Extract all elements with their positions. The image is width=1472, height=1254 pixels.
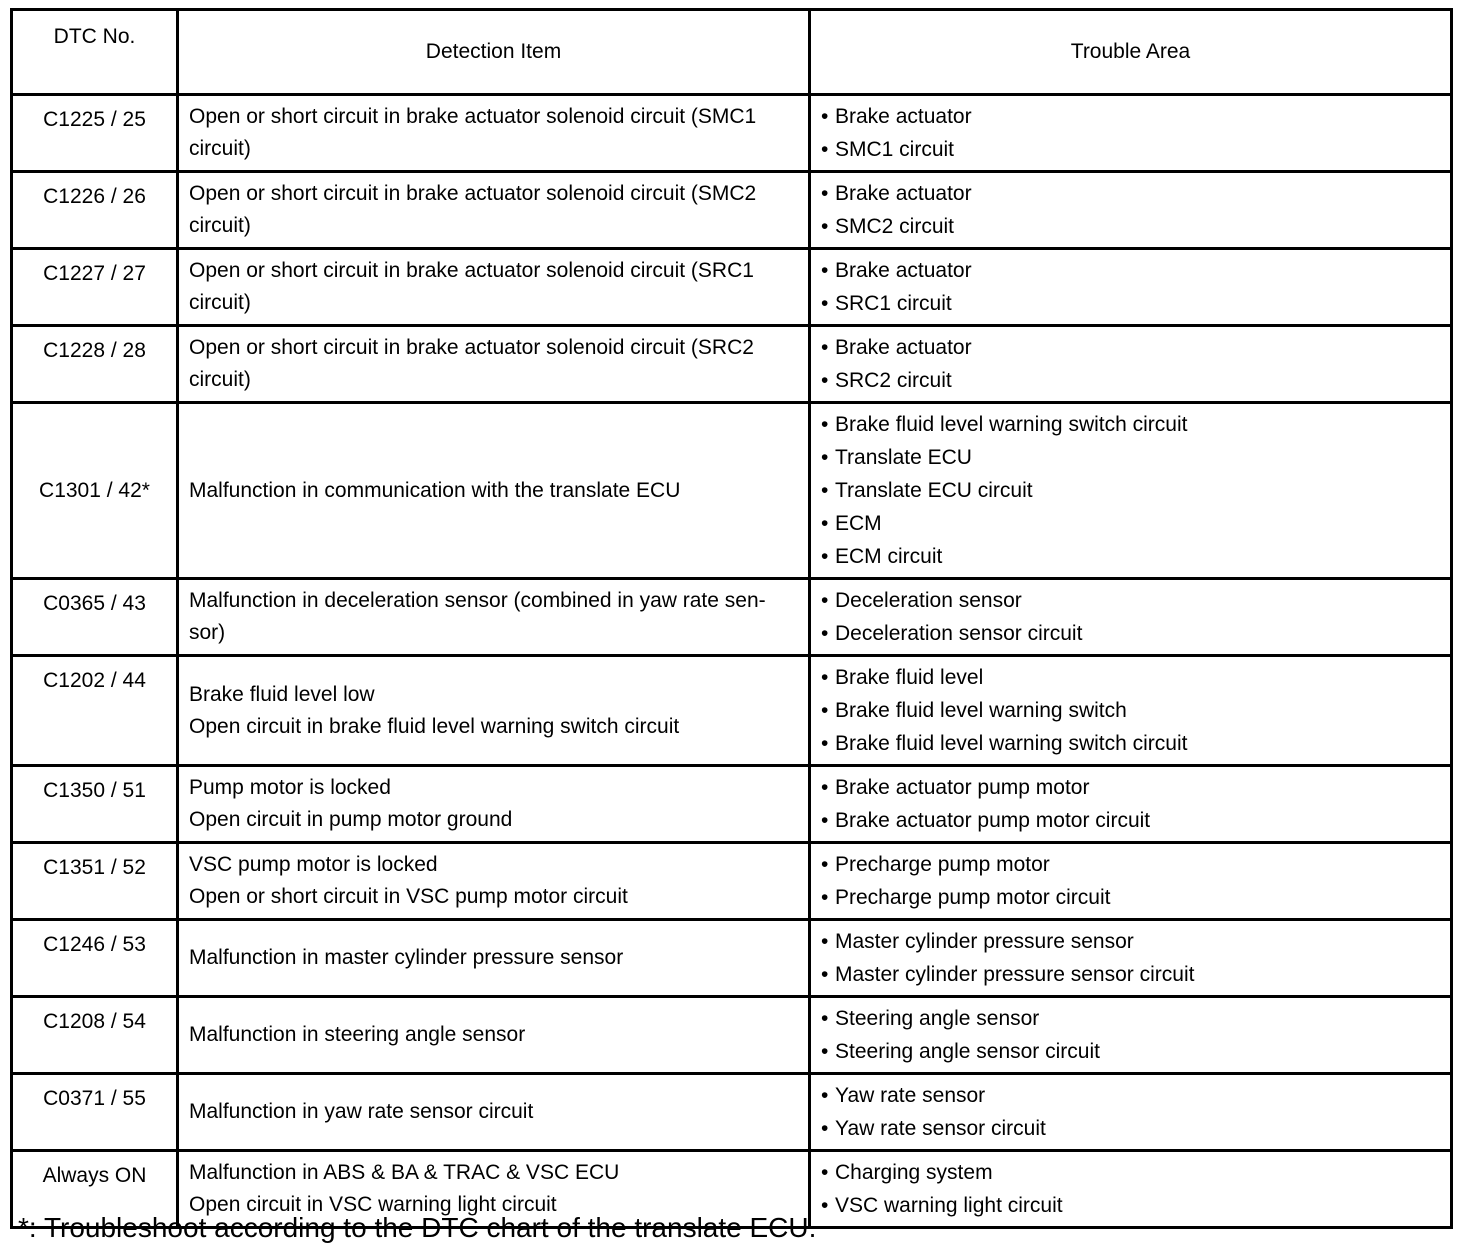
dtc-number: C1227 / 27 bbox=[12, 249, 178, 326]
trouble-area-item: • Master cylinder pressure sensor circuit bbox=[821, 958, 1444, 991]
detection-line: Malfunction in master cylinder pressure sensor bbox=[189, 946, 624, 969]
trouble-area-item: • Yaw rate sensor circuit bbox=[821, 1112, 1444, 1145]
trouble-area bbox=[810, 579, 1452, 656]
detection-line: Open or short circuit in brake actuator solenoid circuit (SRC1 circuit) bbox=[189, 259, 754, 314]
table-row bbox=[12, 1074, 1452, 1151]
dtc-table bbox=[10, 8, 1453, 1229]
table-row bbox=[12, 843, 1452, 920]
trouble-area bbox=[810, 656, 1452, 766]
trouble-area bbox=[810, 403, 1452, 579]
trouble-area-item: • Brake fluid level warning switch circuit bbox=[821, 408, 1444, 441]
table-row bbox=[12, 766, 1452, 843]
trouble-area-item: • Brake fluid level warning switch circuit bbox=[821, 727, 1444, 760]
trouble-area-list bbox=[821, 1156, 1444, 1222]
trouble-area-item: • Deceleration sensor bbox=[821, 584, 1444, 617]
trouble-area-item: • VSC warning light circuit bbox=[821, 1189, 1444, 1222]
detection-line: Brake fluid level low bbox=[189, 682, 375, 706]
trouble-area bbox=[810, 766, 1452, 843]
detection-item bbox=[178, 997, 810, 1074]
trouble-area-item: • Precharge pump motor bbox=[821, 848, 1444, 881]
table-row bbox=[12, 579, 1452, 656]
detection-line: Malfunction in ABS & BA & TRAC & VSC ECU bbox=[189, 1161, 620, 1184]
trouble-area-list bbox=[821, 584, 1444, 650]
table-body bbox=[12, 95, 1452, 1228]
trouble-area-list bbox=[821, 331, 1444, 397]
dtc-number: C1350 / 51 bbox=[12, 766, 178, 843]
trouble-area-list bbox=[821, 177, 1444, 243]
trouble-area-item: • SRC2 circuit bbox=[821, 364, 1444, 397]
detection-line: Open or short circuit in brake actuator solenoid circuit (SMC2 circuit) bbox=[189, 182, 757, 237]
trouble-area bbox=[810, 1151, 1452, 1228]
detection-item bbox=[178, 326, 810, 403]
detection-line: Open or short circuit in brake actuator solenoid circuit (SRC2 circuit) bbox=[189, 336, 754, 391]
table-row bbox=[12, 997, 1452, 1074]
trouble-area-list bbox=[821, 254, 1444, 320]
detection-item bbox=[178, 843, 810, 920]
detection-line: Malfunction in yaw rate sensor circuit bbox=[189, 1100, 534, 1123]
detection-item bbox=[178, 1074, 810, 1151]
footnote: *: Troubleshoot according to the DTC chart of the translate ECU. bbox=[18, 1212, 817, 1243]
trouble-area bbox=[810, 172, 1452, 249]
detection-line: Open circuit in pump motor ground bbox=[189, 808, 513, 831]
trouble-area-item: • Steering angle sensor bbox=[821, 1002, 1444, 1035]
trouble-area-list bbox=[821, 1002, 1444, 1068]
trouble-area bbox=[810, 249, 1452, 326]
dtc-number: C0371 / 55 bbox=[12, 1074, 178, 1151]
dtc-number: C1351 / 52 bbox=[12, 843, 178, 920]
dtc-number: C1301 / 42* bbox=[12, 403, 178, 579]
header-trouble-area: Trouble Area bbox=[810, 10, 1452, 95]
trouble-area-list bbox=[821, 100, 1444, 166]
table-row bbox=[12, 326, 1452, 403]
trouble-area bbox=[810, 95, 1452, 172]
dtc-number: C1208 / 54 bbox=[12, 997, 178, 1074]
dtc-number: C1228 / 28 bbox=[12, 326, 178, 403]
table-row bbox=[12, 920, 1452, 997]
detection-line: Open or short circuit in brake actuator solenoid circuit (SMC1 circuit) bbox=[189, 105, 757, 160]
trouble-area-list bbox=[821, 848, 1444, 914]
detection-line: Malfunction in deceleration sensor (combined in yaw rate sen-sor) bbox=[189, 589, 766, 644]
detection-item bbox=[178, 172, 810, 249]
detection-item bbox=[178, 766, 810, 843]
trouble-area-item: • Brake actuator pump motor bbox=[821, 771, 1444, 804]
trouble-area-item: • Charging system bbox=[821, 1156, 1444, 1189]
detection-line: Open circuit in VSC warning light circuit bbox=[189, 1193, 557, 1216]
detection-line: Malfunction in steering angle sensor bbox=[189, 1023, 526, 1046]
trouble-area-item: • Brake actuator bbox=[821, 254, 1444, 287]
trouble-area bbox=[810, 843, 1452, 920]
detection-line: VSC pump motor is locked bbox=[189, 853, 438, 876]
trouble-area-item: • ECM circuit bbox=[821, 540, 1444, 573]
trouble-area-item: • Master cylinder pressure sensor bbox=[821, 925, 1444, 958]
trouble-area bbox=[810, 997, 1452, 1074]
trouble-area-item: • Brake actuator bbox=[821, 331, 1444, 364]
dtc-number: C1225 / 25 bbox=[12, 95, 178, 172]
trouble-area bbox=[810, 1074, 1452, 1151]
detection-item bbox=[178, 920, 810, 997]
trouble-area-item: • Translate ECU circuit bbox=[821, 474, 1444, 507]
trouble-area-item: • Brake actuator bbox=[821, 100, 1444, 133]
detection-item bbox=[178, 403, 810, 579]
detection-item bbox=[178, 95, 810, 172]
dtc-number: C1246 / 53 bbox=[12, 920, 178, 997]
trouble-area-item: • SMC2 circuit bbox=[821, 210, 1444, 243]
trouble-area-item: • SMC1 circuit bbox=[821, 133, 1444, 166]
detection-item bbox=[178, 656, 810, 766]
header-row bbox=[12, 10, 1452, 95]
trouble-area-list bbox=[821, 661, 1444, 760]
trouble-area-item: • Brake actuator pump motor circuit bbox=[821, 804, 1444, 837]
detection-line: Pump motor is locked bbox=[189, 776, 391, 799]
detection-line: Malfunction in communication with the translate ECU bbox=[189, 478, 681, 502]
trouble-area-item: • Precharge pump motor circuit bbox=[821, 881, 1444, 914]
table-row bbox=[12, 95, 1452, 172]
trouble-area-item: • Yaw rate sensor bbox=[821, 1079, 1444, 1112]
table-row bbox=[12, 403, 1452, 579]
dtc-number: C1226 / 26 bbox=[12, 172, 178, 249]
detection-line: Open circuit in brake fluid level warning switch circuit bbox=[189, 714, 680, 738]
detection-item bbox=[178, 579, 810, 656]
dtc-number: C0365 / 43 bbox=[12, 579, 178, 656]
trouble-area-list bbox=[821, 408, 1444, 573]
table-row bbox=[12, 656, 1452, 766]
dtc-number: Always ON bbox=[12, 1151, 178, 1228]
trouble-area-item: • Translate ECU bbox=[821, 441, 1444, 474]
header-dtc-no: DTC No. bbox=[12, 10, 178, 95]
trouble-area-list bbox=[821, 1079, 1444, 1145]
table-row bbox=[12, 249, 1452, 326]
trouble-area-item: • Brake fluid level bbox=[821, 661, 1444, 694]
table-row bbox=[12, 172, 1452, 249]
trouble-area bbox=[810, 920, 1452, 997]
trouble-area bbox=[810, 326, 1452, 403]
trouble-area-item: • Brake fluid level warning switch bbox=[821, 694, 1444, 727]
trouble-area-item: • ECM bbox=[821, 507, 1444, 540]
dtc-number: C1202 / 44 bbox=[12, 656, 178, 766]
trouble-area-item: • SRC1 circuit bbox=[821, 287, 1444, 320]
trouble-area-list bbox=[821, 771, 1444, 837]
header-detection-item: Detection Item bbox=[178, 10, 810, 95]
trouble-area-item: • Brake actuator bbox=[821, 177, 1444, 210]
detection-line: Open or short circuit in VSC pump motor circuit bbox=[189, 885, 628, 908]
trouble-area-item: • Deceleration sensor circuit bbox=[821, 617, 1444, 650]
trouble-area-item: • Steering angle sensor circuit bbox=[821, 1035, 1444, 1068]
detection-item bbox=[178, 249, 810, 326]
trouble-area-list bbox=[821, 925, 1444, 991]
